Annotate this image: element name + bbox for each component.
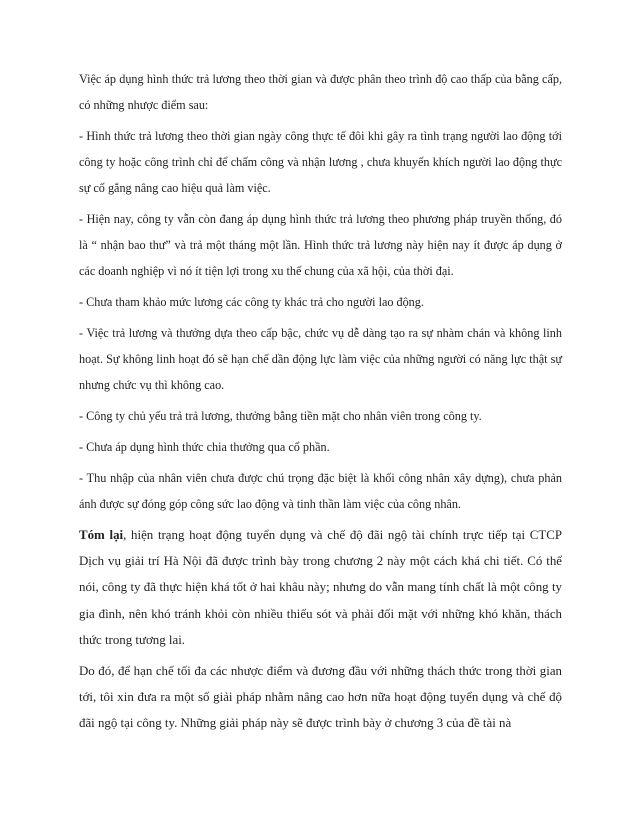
summary-lead: Tóm lại	[79, 528, 124, 542]
paragraph-intro: Việc áp dụng hình thức trả lương theo thời gian và được phân theo trình độ cao thấp của bằng cấp, có những nhược điểm sau:	[79, 72, 562, 112]
paragraph-point-rank-based: - Việc trả lương và thưởng dựa theo cấp bậc, chức vụ dễ dàng tạo ra sự nhàm chán và không linh hoạt. Sự không linh hoạt đó sẽ hạn chế dần động lực làm việc của những người có năng lực thật sự nhưng chức vụ thì không cao.	[79, 326, 562, 392]
paragraph-closing: Do đó, để hạn chế tối đa các nhược điểm và đương đầu với những thách thức trong thời gian tới, tôi xin đưa ra một số giải pháp nhằm nâng cao hơn nữa hoạt động tuyển dụng và chế độ đãi ngộ tại công ty. Những giải pháp này sẽ được trình bày ở chương 3 của đề tài nà	[79, 664, 562, 731]
paragraph-summary	[79, 522, 562, 653]
paragraph-point-time-wage: - Hình thức trả lương theo thời gian ngày công thực tế đôi khi gây ra tình trạng người lao động tới công ty hoặc công trình chỉ để chấm công và nhận lương , chưa khuyến khích người lao động thực sự cố gắng nâng cao hiệu quả làm việc.	[79, 129, 562, 195]
paragraph-point-traditional-pay: - Hiện nay, công ty vẫn còn đang áp dụng hình thức trả lương theo phương pháp truyền thống, đó là “ nhận bao thư” và trả một tháng một lần. Hình thức trả lương này hiện nay ít được áp dụng ở các doanh nghiệp vì nó ít tiện lợi trong xu thế chung của xã hội, của thời đại.	[79, 212, 562, 278]
paragraph-point-no-reference: - Chưa tham khảo mức lương các công ty khác trả cho người lao động.	[79, 295, 424, 309]
paragraph-point-income: - Thu nhập của nhân viên chưa được chú trọng đặc biệt là khối công nhân xây dựng), chưa phản ánh được sự đóng góp công sức lao động và tinh thần làm việc của công nhân.	[79, 471, 562, 511]
paragraph-point-cash-pay: - Công ty chủ yếu trả trả lương, thưởng bằng tiền mặt cho nhân viên trong công ty.	[79, 409, 482, 423]
paragraph-point-no-shares: - Chưa áp dụng hình thức chia thưởng qua cổ phần.	[79, 440, 330, 454]
summary-text: , hiện trạng hoạt động tuyển dụng và chế độ đãi ngộ tài chính trực tiếp tại CTCP Dịch vụ giải trí Hà Nội đã được trình bày trong chương 2 này một cách khá chi tiết. Có thể nói, công ty đã thực hiện khá tốt ở hai khâu này; nhưng do vẫn mang tính chất là một công ty gia đình, nên khó tránh khỏi còn nhiều thiếu sót và phải đối mặt với những khó khăn, thách thức trong tương lai.	[79, 528, 562, 647]
